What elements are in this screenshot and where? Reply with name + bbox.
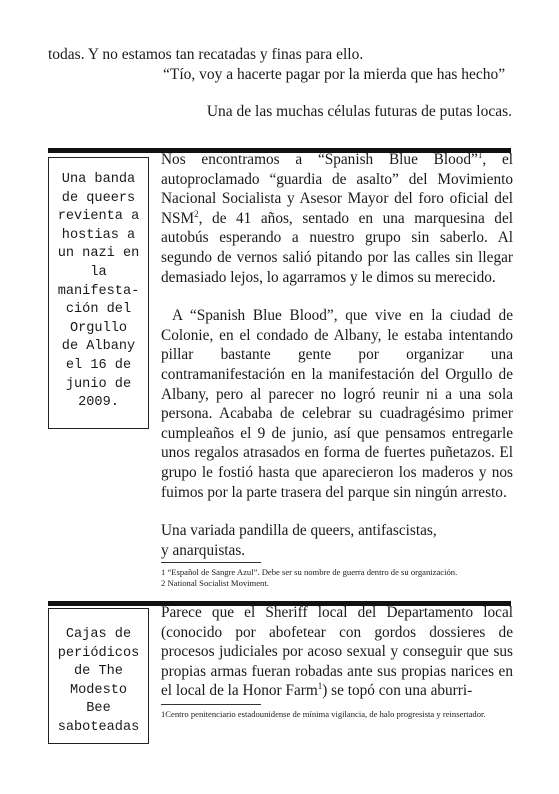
sidebox-line: la bbox=[90, 264, 107, 280]
intro-line: todas. Y no estamos tan recatadas y finas para ello. bbox=[48, 46, 364, 63]
article-1-paragraph-2: A “Spanish Blue Blood”, que vive en la ciudad de Colonie, en el condado de Albany, le estaba intentando pillar bastante gente por organizar una contramanifestación en la manifestación del Orgullo de Albany, pero al parecer no logró reunir ni a una sola persona. Acababa de celebrar su cuadragésimo primer cumpleaños el 9 de junio, así que pensamos entregarle unos regalos atrasados en forma de fuertes puñetazos. El grupo le fostió hasta que aparecieron los maderos y nos fuimos por la parte trasera del parque sin ningún arresto. bbox=[161, 307, 513, 501]
sidebox-line: revienta a bbox=[57, 209, 140, 225]
article-2-footnotes bbox=[161, 709, 511, 720]
sidebox-line: periódicos bbox=[57, 645, 140, 661]
footnote-rule bbox=[161, 562, 261, 563]
sidebox-line: Una banda bbox=[61, 172, 136, 187]
article-1-body bbox=[161, 150, 513, 560]
intro-quote: “Tío, voy a hacerte pagar por la mierda que has hecho” bbox=[163, 66, 506, 83]
sidebox-line: 2009. bbox=[78, 395, 119, 411]
sidebox-line: Modesto bbox=[69, 682, 128, 698]
sidebox-line: de queers bbox=[61, 190, 136, 206]
article-1-footnotes bbox=[161, 567, 511, 589]
footnote-ref: 2 bbox=[194, 208, 199, 219]
sidebox-line: Orgullo bbox=[69, 320, 128, 336]
article-2-paragraph-1: Parece que el Sheriff local del Departamento local (conocido por abofetear con gordos dossieres de procesos judiciales por acoso sexual y conseguir que sus propias armas fueran robadas ante sus propias narices en el local de la Honor Farm$^1$) se topó con una aburri- bbox=[161, 604, 513, 700]
intro-caption: Una de las muchas células futuras de putas locas. bbox=[206, 103, 512, 120]
footnote: 1 “Español de Sangre Azul”. Debe ser su nombre de guerra dentro de su organización. bbox=[161, 567, 458, 577]
sidebox-line: manifesta- bbox=[57, 283, 140, 299]
footnote: 1Centro penitenciario estadounidense de mínima vigilancia, de halo progresista y reinsertador. bbox=[161, 709, 486, 719]
footnote-ref: 1 bbox=[317, 681, 323, 692]
article-2-sidebox bbox=[48, 608, 149, 744]
sidebox-line: ción del bbox=[65, 302, 132, 318]
sidebox-line: de Albany bbox=[61, 339, 136, 355]
sidebox-line: un nazi en bbox=[57, 246, 140, 262]
footnote-ref: 1 bbox=[477, 149, 483, 160]
article-2-body bbox=[161, 603, 513, 701]
footnote-rule bbox=[161, 704, 261, 705]
article-1-sidebox bbox=[48, 157, 149, 429]
photo-caption: Una variada pandilla de queers, antifascistas, y anarquistas. bbox=[161, 522, 437, 559]
sidebox-line: junio de bbox=[65, 376, 132, 392]
sidebox-line: de The bbox=[74, 664, 123, 680]
article-1-paragraph-1: Nos encontramos a “Spanish Blue Blood”$^1$, el autoproclamado “guardia de asalto” del Movimiento Nacional Socialista y Asesor Mayor del foro oficial del NSM$^2$, de 41 años, sentado en una marquesina del autobús esperando a nuestro grupo sin saberlo. Al segundo de vernos salió pitando por las calles sin llegar demasiado lejos, lo agarramos y le dimos su merecido. bbox=[161, 149, 513, 286]
sidebox-line: Bee bbox=[86, 701, 111, 717]
sidebox-line: Cajas de bbox=[65, 627, 132, 642]
sidebox-line: hostias a bbox=[61, 227, 136, 243]
sidebox-line: saboteadas bbox=[57, 719, 140, 735]
sidebox-line: el 16 de bbox=[65, 357, 132, 373]
footnote: 2 National Socialist Moviment. bbox=[161, 578, 269, 588]
